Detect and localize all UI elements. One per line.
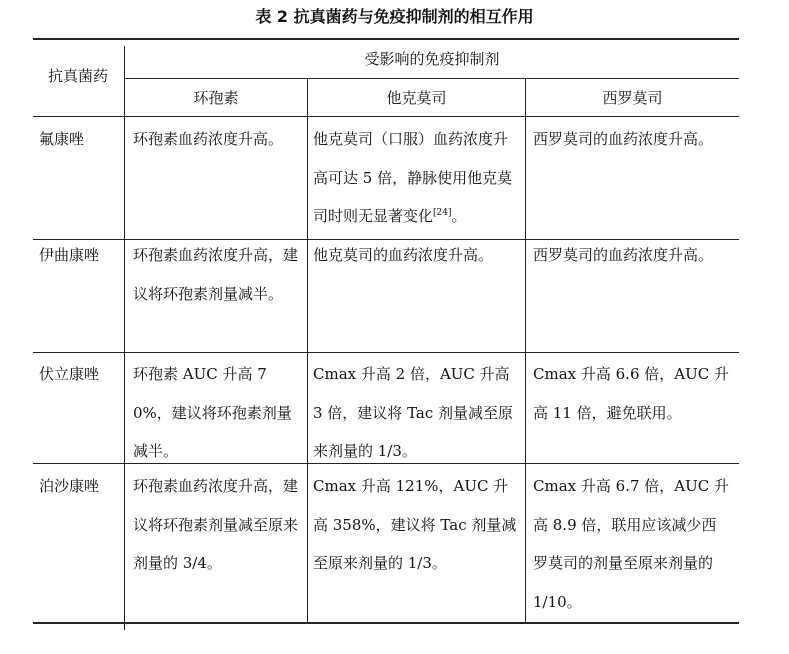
column-header-cyclosporine: 环孢素 <box>193 89 239 107</box>
table-top-rule <box>33 38 739 40</box>
group-header-rule <box>124 78 739 79</box>
column-header-sirolimus: 西罗莫司 <box>602 89 663 107</box>
fluconazole-tacrolimus-effect <box>313 120 522 236</box>
voriconazole-cyclosporine-effect: 环孢素 AUC 升高 70%，建议将环孢素剂量减半。 <box>133 365 292 460</box>
column-divider-drug <box>124 46 125 630</box>
group-header: 受影响的免疫抑制剂 <box>364 50 500 68</box>
table-title: 表 2 抗真菌药与免疫抑制剂的相互作用 <box>255 7 534 26</box>
drug-itraconazole: 伊曲康唑 <box>39 246 100 264</box>
itraconazole-cyclosporine-effect: 环孢素血药浓度升高，建议将环孢素剂量减半。 <box>133 246 299 303</box>
posaconazole-sirolimus-effect: Cmax 升高 6.7 倍，AUC 升高 8.9 倍，联用应该减少西罗莫司的剂量至原来剂量的 1/10。 <box>533 477 729 611</box>
voriconazole-tacrolimus-effect: Cmax 升高 2 倍，AUC 升高 3 倍，建议将 Tac 剂量减至原来剂量的 1/3。 <box>313 365 514 460</box>
fluconazole-tacrolimus-text: 他克莫司（口服）血药浓度升高可达 5 倍，静脉使用他克莫司时则无显著变化 <box>313 130 513 225</box>
header-bottom-rule <box>33 116 739 117</box>
itraconazole-tacrolimus-effect: 他克莫司的血药浓度升高。 <box>313 246 494 264</box>
posaconazole-cyclosporine-effect: 环孢素血药浓度升高，建议将环孢素剂量减至原来剂量的 3/4。 <box>133 477 299 572</box>
fluconazole-tacrolimus-end: 。 <box>451 207 467 225</box>
row-rule-2 <box>33 352 739 353</box>
column-divider-cyclosporine <box>307 79 308 624</box>
column-header-tacrolimus: 他克莫司 <box>386 89 447 107</box>
fluconazole-cyclosporine-effect: 环孢素血药浓度升高。 <box>133 130 284 148</box>
posaconazole-tacrolimus-effect: Cmax 升高 121%，AUC 升高 358%，建议将 Tac 剂量减至原来剂量的 1/3。 <box>313 477 517 572</box>
reference-24: [24] <box>433 208 452 218</box>
fluconazole-sirolimus-effect: 西罗莫司的血药浓度升高。 <box>533 130 714 148</box>
voriconazole-sirolimus-effect: Cmax 升高 6.6 倍，AUC 升高 11 倍，避免联用。 <box>533 365 729 422</box>
table-bottom-rule <box>33 622 739 624</box>
drug-voriconazole: 伏立康唑 <box>39 365 100 383</box>
drug-fluconazole: 氟康唑 <box>39 130 85 148</box>
row-header: 抗真菌药 <box>47 67 108 85</box>
column-divider-tacrolimus <box>525 79 526 624</box>
itraconazole-sirolimus-effect: 西罗莫司的血药浓度升高。 <box>533 246 714 264</box>
drug-posaconazole: 泊沙康唑 <box>39 477 100 495</box>
